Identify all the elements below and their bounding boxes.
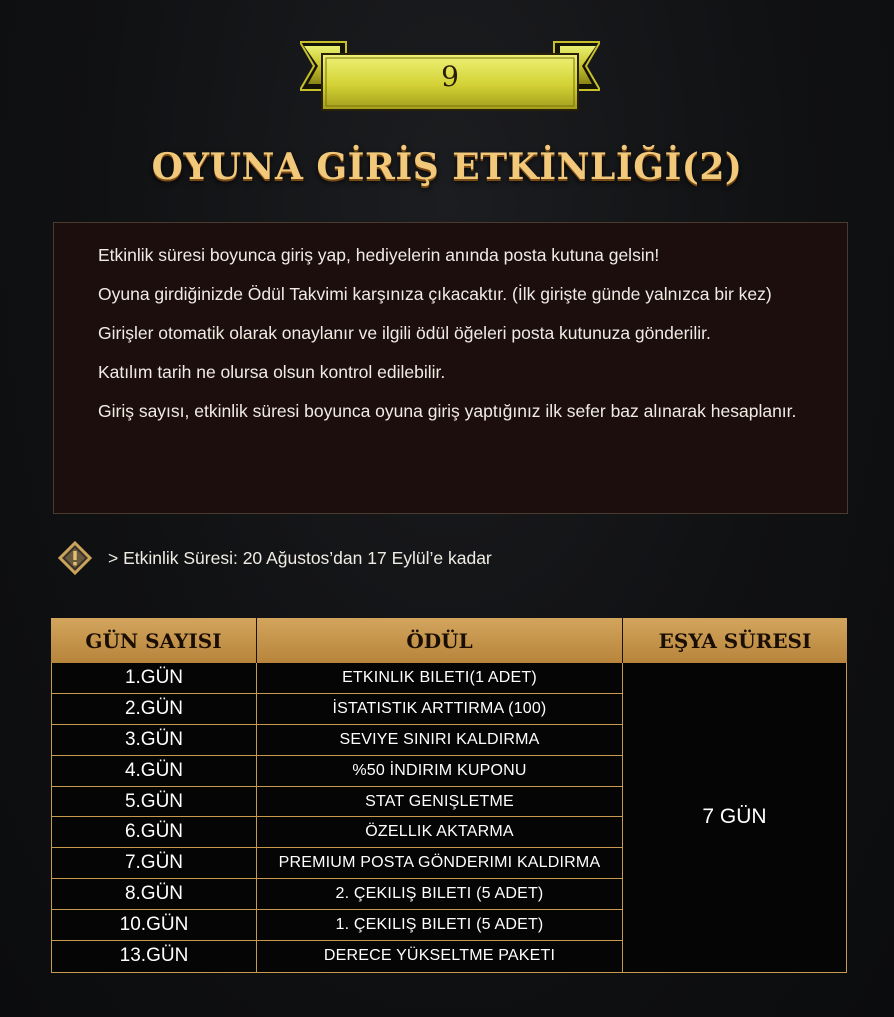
reward-column [257, 663, 623, 972]
day-column [52, 663, 257, 972]
day-banner [300, 40, 600, 112]
day-cell: 2.GÜN [52, 694, 256, 725]
info-line: Girişler otomatik olarak onaylanır ve ilgili ödül öğeleri posta kutunuza gönderilir. [98, 323, 711, 343]
day-cell: 5.GÜN [52, 787, 256, 818]
event-duration [58, 540, 492, 576]
day-cell: 3.GÜN [52, 725, 256, 756]
day-cell: 4.GÜN [52, 756, 256, 787]
reward-cell: İSTATISTIK ARTTIRMA (100) [257, 694, 622, 725]
reward-cell: 1. ÇEKILIŞ BILETI (5 ADET) [257, 910, 622, 941]
reward-cell: PREMIUM POSTA GÖNDERIMI KALDIRMA [257, 848, 622, 879]
page-title: OYUNA GİRİŞ ETKİNLİĞİ(2) [151, 146, 743, 188]
reward-cell: STAT GENIŞLETME [257, 787, 622, 818]
reward-table [51, 618, 847, 973]
day-cell: 6.GÜN [52, 817, 256, 848]
duration-text: > Etkinlik Süresi: 20 Ağustos’dan 17 Eylül’e kadar [108, 547, 492, 568]
info-box [53, 222, 848, 514]
day-number: 9 [441, 60, 459, 93]
warning-diamond-icon [58, 541, 92, 575]
info-line: Oyuna girdiğinizde Ödül Takvimi karşınıza çıkacaktır. (İlk girişte günde yalnızca bir kez) [98, 284, 772, 304]
reward-cell: 2. ÇEKILIŞ BILETI (5 ADET) [257, 879, 622, 910]
reward-cell: ÖZELLIK AKTARMA [257, 817, 622, 848]
info-line: Katılım tarih ne olursa olsun kontrol edilebilir. [98, 362, 446, 382]
item-duration-cell: 7 GÜN [702, 805, 767, 829]
day-cell: 7.GÜN [52, 848, 256, 879]
info-line: Giriş sayısı, etkinlik süresi boyunca oyuna giriş yaptığınız ilk sefer baz alınarak hesaplanır. [98, 401, 797, 421]
header-item-duration: EŞYA SÜRESI [658, 628, 812, 653]
reward-cell: DERECE YÜKSELTME PAKETI [323, 947, 556, 965]
info-line: Etkinlik süresi boyunca giriş yap, hediyelerin anında posta kutuna gelsin! [98, 245, 660, 265]
day-cell: 13.GÜN [119, 945, 189, 967]
header-reward: ÖDÜL [257, 618, 623, 663]
reward-cell: SEVIYE SINIRI KALDIRMA [257, 725, 622, 756]
reward-cell: %50 İNDIRIM KUPONU [257, 756, 622, 787]
table-body [51, 663, 847, 973]
reward-cell: ETKINLIK BILETI(1 ADET) [257, 663, 622, 694]
header-days: GÜN SAYISI [51, 618, 257, 663]
table-header [51, 618, 847, 663]
day-cell: 10.GÜN [52, 910, 256, 941]
day-cell: 1.GÜN [52, 663, 256, 694]
day-cell: 8.GÜN [52, 879, 256, 910]
